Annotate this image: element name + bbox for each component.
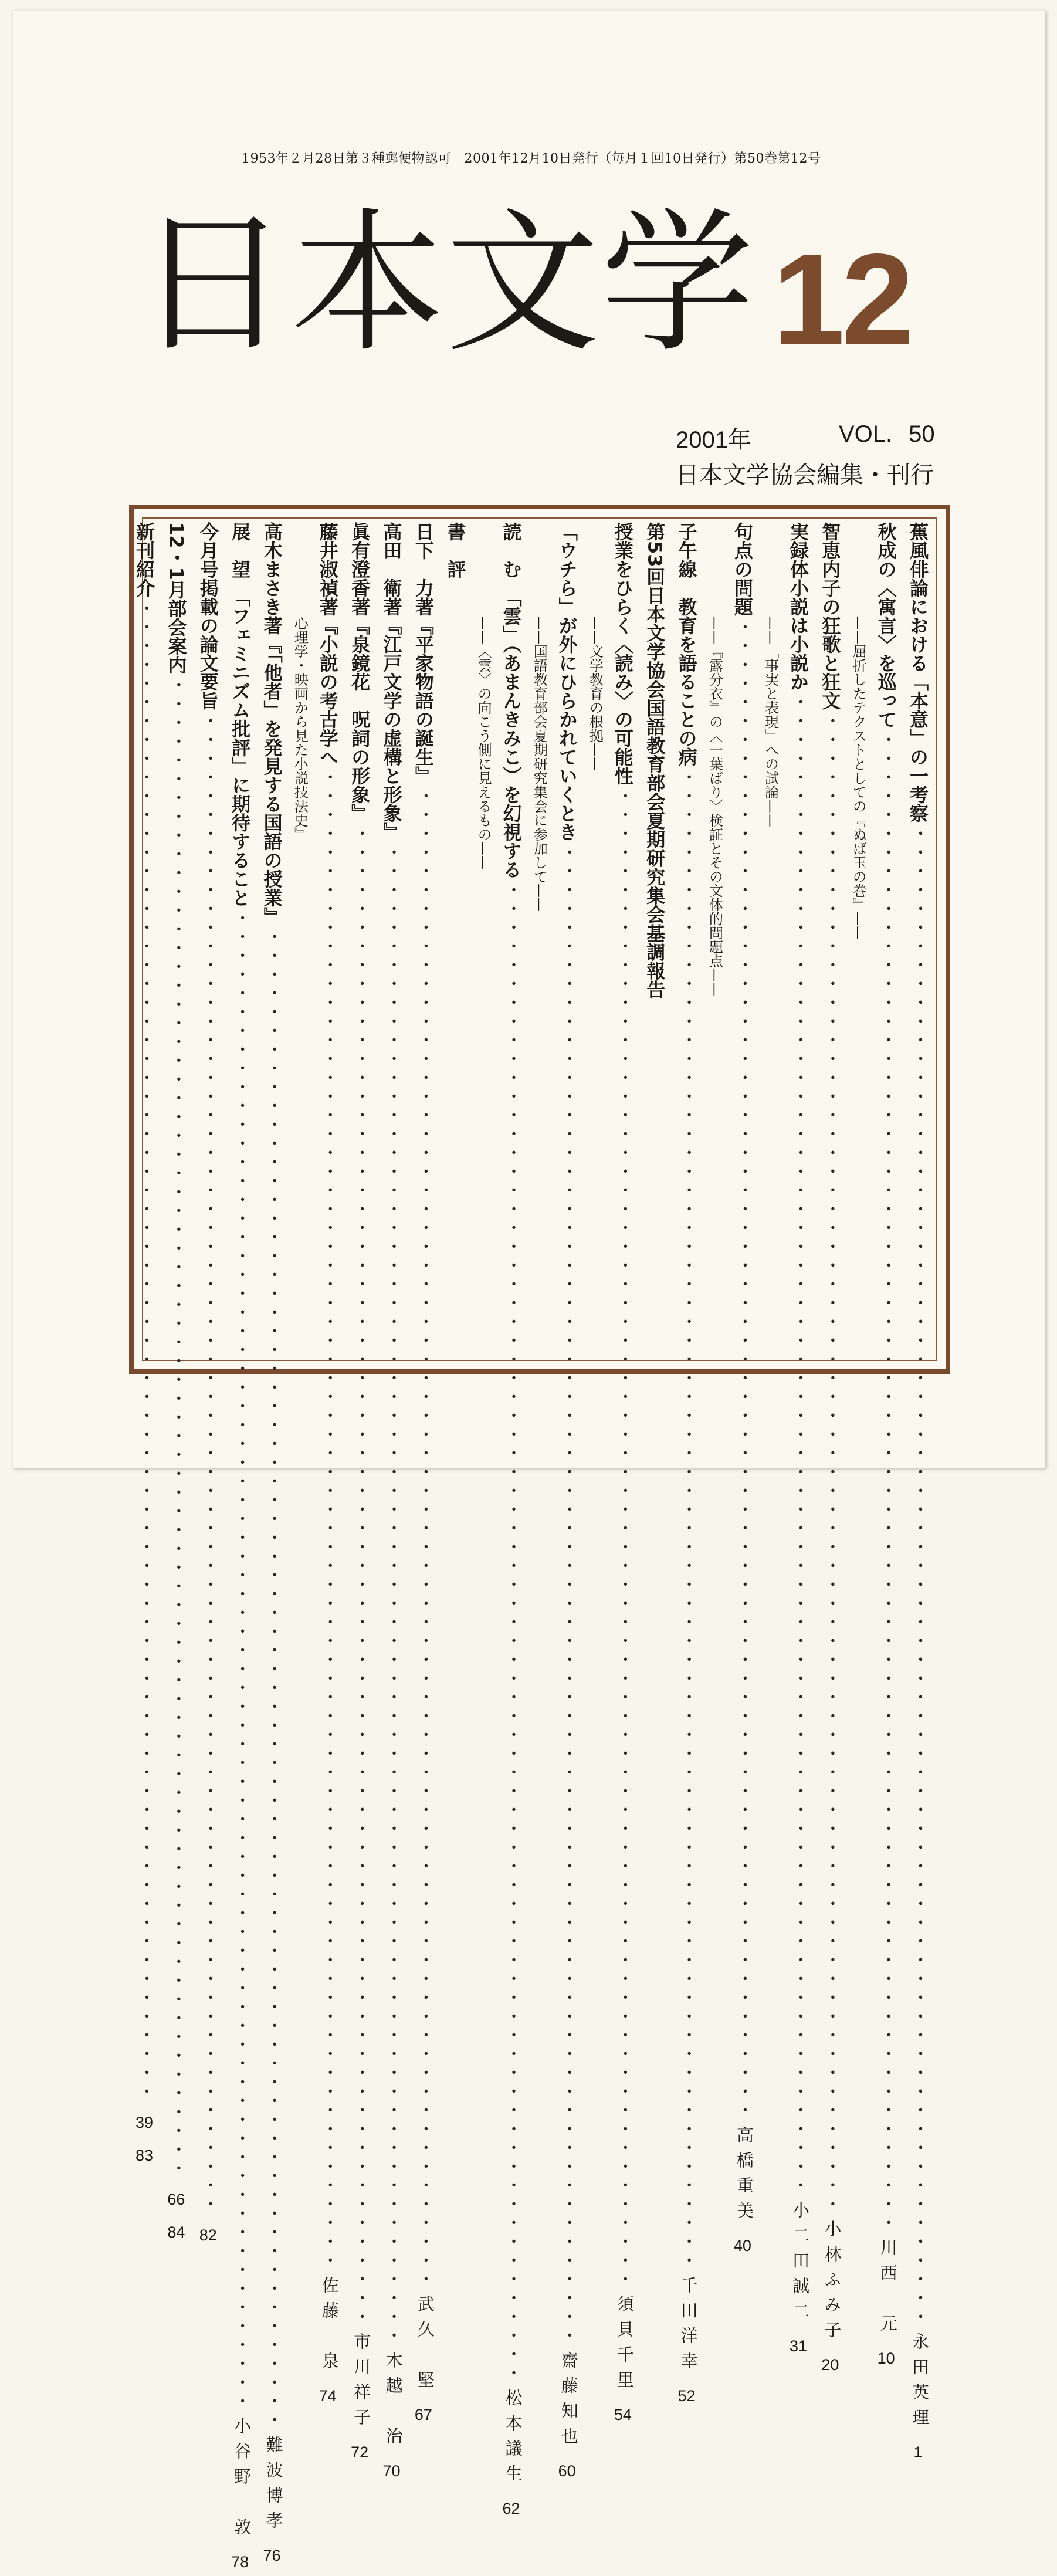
toc-page-number: 10 bbox=[877, 2350, 895, 2367]
toc-entry bbox=[160, 522, 192, 2241]
journal-cover bbox=[13, 11, 1045, 2571]
toc-author: 木越 治 bbox=[383, 2351, 404, 2452]
toc-author: 齋藤知也 bbox=[558, 2351, 579, 2452]
toc-title: 子午線 教育を語ることの病 bbox=[675, 522, 698, 766]
leader-dots: ・・・・・・・・・・・・・・・・・・・・・・・・・・・・・・・・・・・・・・・・・・・・・・・・・・・・・・・・・・・・・・・・・・・・・・・・・・・・・・・・ bbox=[734, 618, 754, 2120]
toc-title: 読 む 「雲」（あまんきみこ）を幻視する bbox=[500, 522, 523, 879]
toc-page-number: 60 bbox=[558, 2462, 576, 2480]
toc-page-number: 67 bbox=[414, 2406, 432, 2423]
toc-title: 書 評 bbox=[444, 522, 467, 578]
toc-title: 高田 衛著『江戸文学の虚構と形象』 bbox=[380, 522, 403, 841]
toc-author: 小谷野 敦 bbox=[232, 2417, 252, 2543]
leader-dots: ・・・・・・・・・・・・・・・・・・・・・・・・・・・・・・・・・・・・・・・・・・・・・・・・・・・・・・・・・・・・・・・・・・・・・・・・・・・・・・・・ bbox=[199, 712, 220, 2214]
leader-dots: ・・・・・・・・・・・・・・・・・・・・・・・・・・・・・・・・・・・・・・・・・・・・・・・・・・・・・・・・・・・・・・・・・・・・・・・・・・・・・・・・ bbox=[136, 600, 156, 2101]
toc-entry bbox=[726, 522, 758, 2255]
toc-page-number: 78 bbox=[231, 2553, 249, 2571]
toc-subtitle bbox=[288, 522, 312, 1358]
toc-author: 難波博孝 bbox=[263, 2436, 284, 2537]
toc-title: ——屈折したテクストとしての『ぬば玉の巻』—— bbox=[850, 616, 867, 940]
leader-dots: ・・・・・・・・・・・・・・・・・・・・・・・・・・・・・・・・・・・・・・・・・・・・・・・・・・・・・・・・・・・・・・・・・・・・・・・・・・・・・・・・ bbox=[614, 787, 635, 2289]
toc-subtitle bbox=[846, 522, 870, 1358]
table-of-contents bbox=[129, 505, 950, 2571]
toc-entry bbox=[782, 522, 814, 2355]
toc-author: 松本議生 bbox=[503, 2389, 523, 2490]
leader-dots: ・・・・・・・・・・・・・・・・・・・・・・・・・・・・・・・・・・・・・・・・・・・・・・・・・・・・・・・・・・・・・・・・・・・・・・・・・・・・・・・・ bbox=[678, 769, 699, 2270]
toc-author: 永田英理 bbox=[910, 2333, 930, 2433]
toc-entry bbox=[375, 522, 407, 2480]
toc-title: 授業をひらく〈読み〉の可能性 bbox=[611, 522, 634, 785]
volume-label: VOL. bbox=[839, 421, 893, 447]
toc-entry bbox=[495, 522, 527, 2517]
toc-title: ——『露分衣』の〈一葉ばり〉検証とその文体的問題点—— bbox=[706, 616, 723, 996]
toc-page-number: 72 bbox=[351, 2443, 369, 2461]
toc-page-number: 1 bbox=[913, 2443, 923, 2461]
volume bbox=[839, 421, 935, 448]
toc-author: 高橋重美 bbox=[734, 2126, 754, 2227]
leader-dots: ・・・・・・・・・・・・・・・・・・・・・・・・・・・・・・・・・・・・・・・・・・・・・・・・・・・・・・・・・・・・・・・・・・・・・・・・・・・・・・・・ bbox=[383, 844, 404, 2345]
toc-extra-page: 66 bbox=[167, 2190, 185, 2208]
toc-entry bbox=[814, 522, 846, 2374]
toc-author: 川西 元 bbox=[878, 2239, 898, 2340]
toc-entry bbox=[256, 522, 287, 2564]
toc-page-number: 52 bbox=[677, 2387, 696, 2405]
toc-title: 今月号掲載の論文要旨 bbox=[197, 522, 219, 710]
leader-dots: ・・・・・・・・・・・・・・・・・・・・・・・・・・・・・・・・・・・・・・・・・・・・・・・・・・・・・・・・・・・・・・・・・・・・・・・・・・・・・・・・ bbox=[232, 909, 252, 2411]
toc-extra-page: 39 bbox=[135, 2114, 154, 2131]
toc-entry bbox=[344, 522, 375, 2461]
toc-author: 市川祥子 bbox=[351, 2333, 372, 2433]
toc-author: 小林ふみ子 bbox=[822, 2220, 842, 2346]
toc-entry bbox=[192, 522, 223, 2244]
toc-title: 秋成の〈寓言〉を巡って bbox=[875, 522, 897, 729]
toc-entry bbox=[128, 522, 160, 2164]
toc-subtitle bbox=[527, 522, 551, 1358]
leader-dots: ・・・・・・・・・・・・・・・・・・・・・・・・・・・・・・・・・・・・・・・・・・・・・・・・・・・・・・・・・・・・・・・・・・・・・・・・・・・・・・・・ bbox=[878, 731, 898, 2233]
leader-dots: ・・・・・・・・・・・・・・・・・・・・・・・・・・・・・・・・・・・・・・・・・・・・・・・・・・・・・・・・・・・・・・・・・・・・・・・・・・・・・・・・ bbox=[558, 844, 579, 2345]
toc-entry bbox=[670, 522, 702, 2405]
toc-entry bbox=[408, 522, 439, 2423]
toc-title: ——国語教育部会夏期研究集会に参加して—— bbox=[531, 616, 548, 912]
toc-author: 武久 堅 bbox=[415, 2295, 435, 2396]
postal-notice: 1953年２月28日第３種郵便物認可 2001年12月10日発行（毎月１回10日発行）第50巻第12号 bbox=[242, 151, 821, 166]
volume-number: 50 bbox=[909, 421, 935, 447]
leader-dots: ・・・・・・・・・・・・・・・・・・・・・・・・・・・・・・・・・・・・・・・・・・・・・・・・・・・・・・・・・・・・・・・・・・・・・・・・・・・・・・・・ bbox=[415, 787, 435, 2289]
toc-subtitle bbox=[583, 522, 607, 1358]
toc-title: 心理学・映画から見た小説技法史』 bbox=[292, 616, 309, 841]
toc-title: 実録体小説は小説か bbox=[787, 522, 810, 691]
toc-entry bbox=[902, 522, 934, 2461]
toc-subtitle bbox=[471, 522, 495, 1358]
toc-author: 千田洋幸 bbox=[678, 2276, 699, 2377]
leader-dots: ・・・・・・・・・・・・・・・・・・・・・・・・・・・・・・・・・・・・・・・・・・・・・・・・・・・・・・・・・・・・・・・・・・・・・・・・・・・・・・・・ bbox=[263, 928, 284, 2430]
toc-page-number: 20 bbox=[821, 2356, 839, 2374]
publisher: 日本文学協会編集・刊行 bbox=[676, 462, 934, 489]
toc-title: ——文学教育の根拠—— bbox=[587, 616, 604, 771]
toc-entry bbox=[551, 522, 582, 2480]
toc-entry bbox=[224, 522, 256, 2571]
toc-title: 蕉風俳論における「本意」の一考察 bbox=[907, 522, 929, 822]
toc-title: 新刊紹介 bbox=[133, 522, 155, 597]
toc-page-number: 83 bbox=[135, 2146, 154, 2164]
toc-entry bbox=[607, 522, 638, 2423]
toc-entry bbox=[639, 522, 670, 1358]
toc-author: 須貝千里 bbox=[614, 2295, 635, 2396]
toc-page-number: 70 bbox=[382, 2462, 401, 2480]
toc-page-number: 76 bbox=[263, 2547, 281, 2564]
toc-title: 句点の問題 bbox=[731, 522, 754, 616]
toc-author: 小二田誠二 bbox=[790, 2201, 811, 2327]
toc-title: 12・1月部会案内 bbox=[165, 522, 188, 674]
toc-page-number: 54 bbox=[614, 2406, 632, 2423]
leader-dots: ・・・・・・・・・・・・・・・・・・・・・・・・・・・・・・・・・・・・・・・・・・・・・・・・・・・・・・・・・・・・・・・・・・・・・・・・・・・・・・・・ bbox=[790, 693, 811, 2195]
toc-entry bbox=[311, 522, 343, 2405]
toc-title: 高木まさき著『「他者」を発見する国語の授業』 bbox=[260, 522, 283, 926]
toc-entry bbox=[870, 522, 902, 2367]
toc-author: 佐藤 泉 bbox=[319, 2276, 340, 2377]
toc-title: 日下 力著『平家物語の誕生』 bbox=[412, 522, 435, 785]
toc-title: 智恵内子の狂歌と狂文 bbox=[819, 522, 842, 710]
toc-title: 第53回日本文学協会国語教育部会夏期研究集会基調報告 bbox=[643, 522, 666, 999]
journal-title: 日本文学 bbox=[136, 194, 756, 373]
toc-page-number: 40 bbox=[733, 2237, 751, 2255]
issue-year: 2001年 bbox=[676, 427, 751, 453]
leader-dots: ・・・・・・・・・・・・・・・・・・・・・・・・・・・・・・・・・・・・・・・・・・・・・・・・・・・・・・・・・・・・・・・・・・・・・・・・・・・・・・・・ bbox=[351, 825, 372, 2327]
issue-number: 12 bbox=[773, 227, 910, 373]
toc-page-number: 82 bbox=[199, 2226, 217, 2244]
toc-entry bbox=[439, 522, 471, 1358]
toc-page-number: 31 bbox=[790, 2337, 808, 2355]
toc-page-number: 74 bbox=[319, 2387, 337, 2405]
toc-title: 展 望 「フェミニズム批評」に期待すること bbox=[229, 522, 252, 907]
toc-page-number: 62 bbox=[502, 2500, 520, 2517]
leader-dots: ・・・・・・・・・・・・・・・・・・・・・・・・・・・・・・・・・・・・・・・・・・・・・・・・・・・・・・・・・・・・・・・・・・・・・・・・・・・・・・・・ bbox=[503, 881, 523, 2383]
toc-page-number: 84 bbox=[167, 2223, 185, 2241]
toc-title: ——「事実と表現」への試論—— bbox=[762, 616, 779, 827]
leader-dots: ・・・・・・・・・・・・・・・・・・・・・・・・・・・・・・・・・・・・・・・・・・・・・・・・・・・・・・・・・・・・・・・・・・・・・・・・・・・・・・・・ bbox=[168, 676, 188, 2178]
toc-columns bbox=[133, 522, 934, 2571]
toc-subtitle bbox=[703, 522, 727, 1358]
leader-dots: ・・・・・・・・・・・・・・・・・・・・・・・・・・・・・・・・・・・・・・・・・・・・・・・・・・・・・・・・・・・・・・・・・・・・・・・・・・・・・・・・ bbox=[319, 769, 340, 2270]
toc-title: ——〈雲〉の向こう側に見えるもの—— bbox=[475, 616, 492, 869]
toc-title: 藤井淑禎著『小説の考古学へ bbox=[316, 522, 339, 766]
toc-subtitle bbox=[758, 522, 782, 1358]
toc-title: 「ウチら」が外にひらかれていくとき bbox=[555, 522, 578, 841]
toc-title: 眞有澄香著『泉鏡花 呪詞の形象』 bbox=[348, 522, 371, 822]
leader-dots: ・・・・・・・・・・・・・・・・・・・・・・・・・・・・・・・・・・・・・・・・・・・・・・・・・・・・・・・・・・・・・・・・・・・・・・・・・・・・・・・・ bbox=[822, 712, 842, 2214]
leader-dots: ・・・・・・・・・・・・・・・・・・・・・・・・・・・・・・・・・・・・・・・・・・・・・・・・・・・・・・・・・・・・・・・・・・・・・・・・・・・・・・・・ bbox=[910, 825, 930, 2327]
